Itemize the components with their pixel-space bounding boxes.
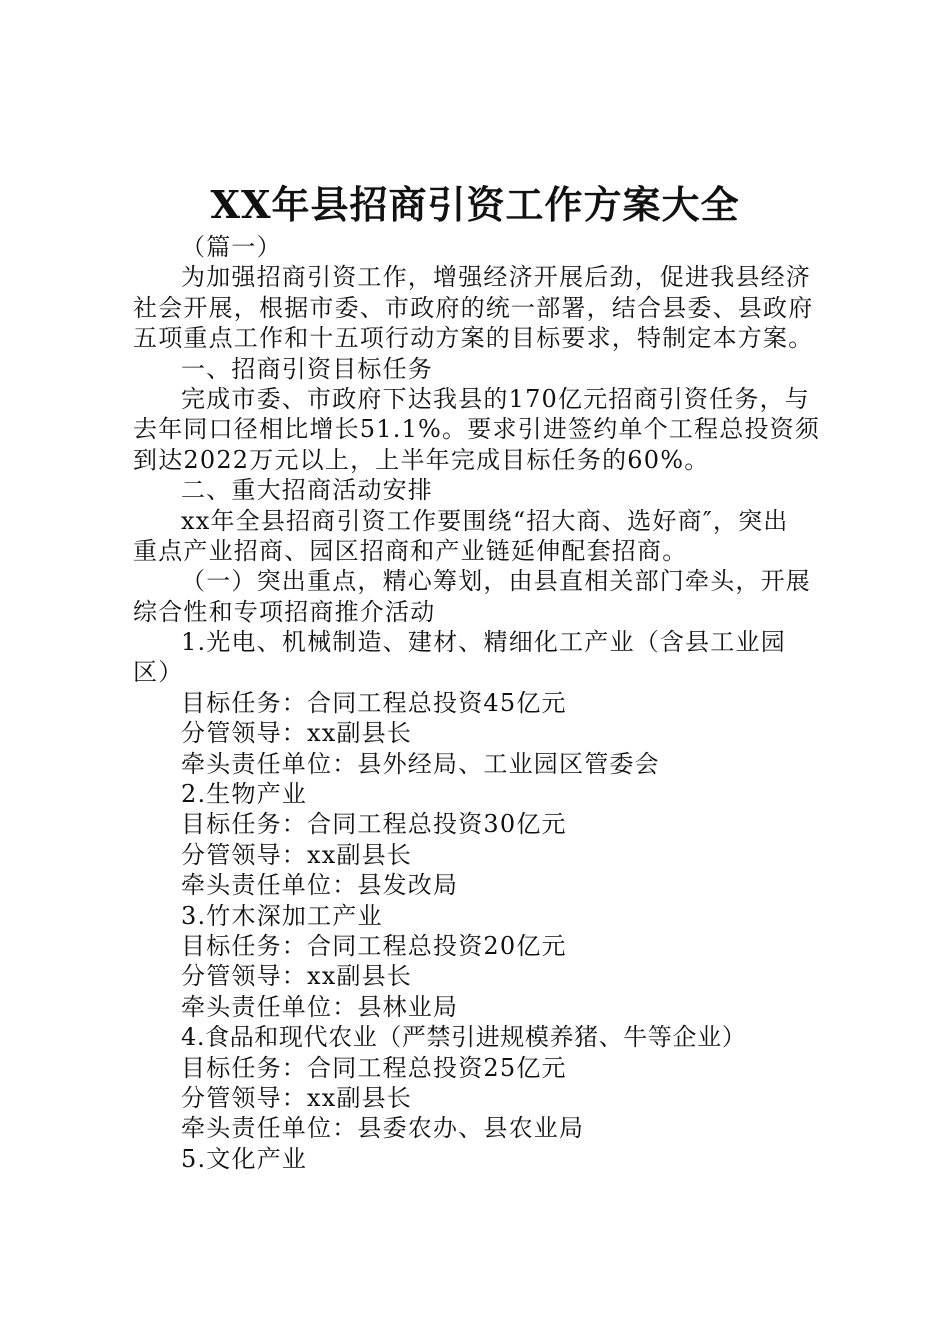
section-heading: 一、招商引资目标任务 bbox=[181, 354, 433, 383]
list-item-detail: 分管领导：xx副县长 bbox=[181, 1083, 413, 1112]
paragraph-line: 综合性和专项招商推介活动 bbox=[133, 597, 436, 626]
list-item-detail: 牵头责任单位：县外经局、工业园区管委会 bbox=[181, 749, 660, 778]
paragraph-line: 到达2022万元以上，上半年完成目标任务的60%。 bbox=[133, 445, 710, 474]
document-title: XX年县招商引资工作方案大全 bbox=[210, 182, 740, 227]
section-label-part-one: （篇一） bbox=[181, 233, 282, 261]
paragraph-line: 五项重点工作和十五项行动方案的目标要求，特制定本方案。 bbox=[133, 324, 814, 353]
list-item-detail: 目标任务：合同工程总投资25亿元 bbox=[181, 1053, 567, 1082]
list-item-detail: 分管领导：xx副县长 bbox=[181, 840, 413, 869]
list-item-heading: 1.光电、机械制造、建材、精细化工产业（含县工业园 bbox=[181, 628, 786, 657]
list-item-detail: 目标任务：合同工程总投资45亿元 bbox=[181, 688, 567, 717]
list-item-detail: 目标任务：合同工程总投资30亿元 bbox=[181, 810, 567, 839]
paragraph-line: 为加强招商引资工作，增强经济开展后劲，促进我县经济 bbox=[181, 263, 811, 292]
list-item-detail: 牵头责任单位：县委农办、县农业局 bbox=[181, 1114, 585, 1143]
list-item-detail: 牵头责任单位：县发改局 bbox=[181, 871, 459, 900]
section-heading: 二、重大招商活动安排 bbox=[181, 476, 433, 505]
paragraph-line: 社会开展，根据市委、市政府的统一部署，结合县委、县政府 bbox=[133, 293, 814, 322]
paragraph-line: 完成市委、市政府下达我县的170亿元招商引资任务，与 bbox=[181, 384, 811, 413]
list-item-heading: 5.文化产业 bbox=[181, 1144, 308, 1173]
list-item-heading: 区） bbox=[133, 658, 184, 687]
paragraph-line: 重点产业招商、园区招商和产业链延伸配套招商。 bbox=[133, 536, 688, 565]
document-body bbox=[133, 232, 823, 1174]
list-item-detail: 牵头责任单位：县林业局 bbox=[181, 992, 459, 1021]
paragraph-line: 去年同口径相比增长51.1%。要求引进签约单个工程总投资须 bbox=[133, 415, 821, 444]
list-item-detail: 分管领导：xx副县长 bbox=[181, 719, 413, 748]
list-item-heading: 3.竹木深加工产业 bbox=[181, 901, 383, 930]
subsection-heading: （一）突出重点，精心筹划，由县直相关部门牵头，开展 bbox=[181, 567, 811, 596]
list-item-heading: 2.生物产业 bbox=[181, 780, 308, 809]
list-item-detail: 分管领导：xx副县长 bbox=[181, 962, 413, 991]
paragraph-line: xx年全县招商引资工作要围绕“招大商、选好商″，突出 bbox=[181, 506, 789, 535]
list-item-detail: 目标任务：合同工程总投资20亿元 bbox=[181, 931, 567, 960]
list-item-heading: 4.食品和现代农业（严禁引进规模养猪、牛等企业） bbox=[181, 1023, 747, 1052]
